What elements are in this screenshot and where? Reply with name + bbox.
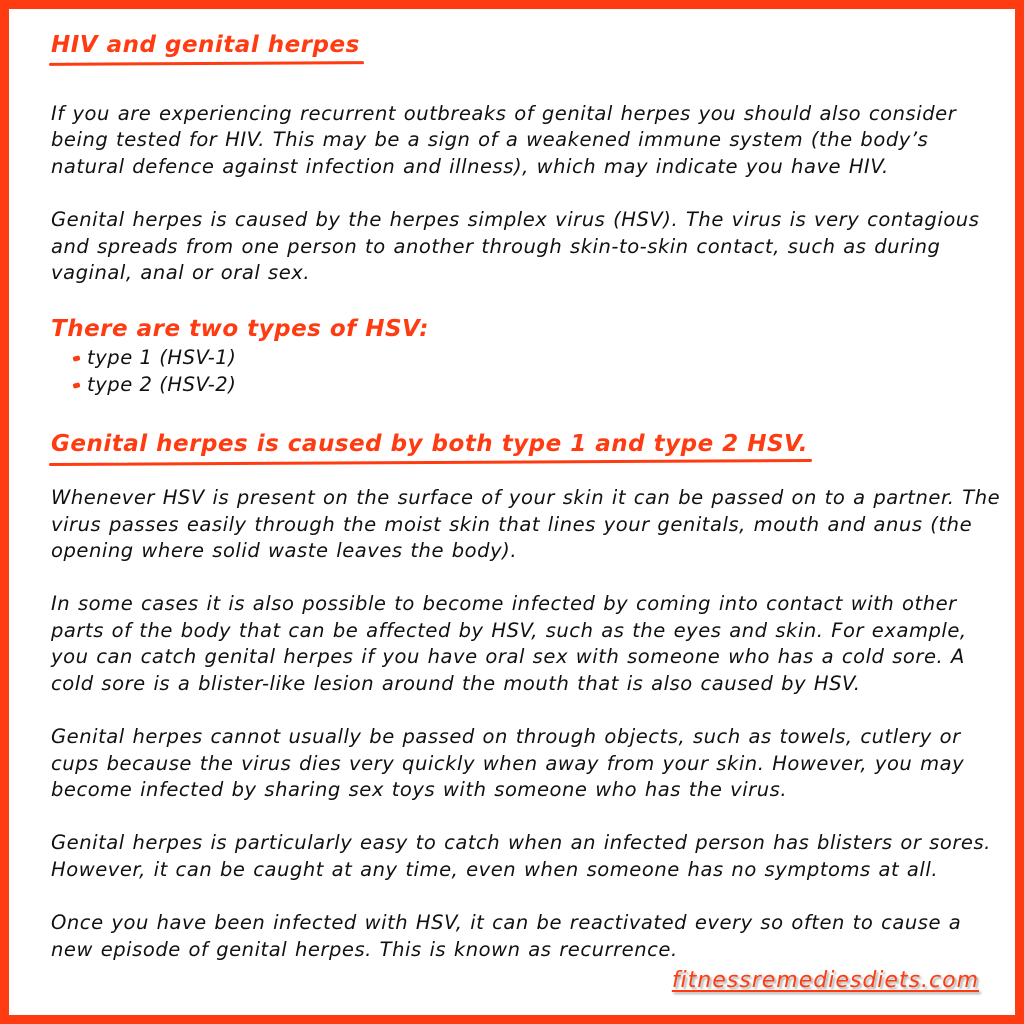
list-item (73, 372, 1001, 398)
bullet-icon (72, 382, 80, 389)
list-item-label: type 1 (HSV-1) (87, 346, 237, 370)
spacer (51, 286, 1001, 313)
types-heading: There are two types of HSV: (51, 316, 429, 343)
spacer (51, 564, 1001, 591)
body-paragraph-1: Whenever HSV is present on the surface of your skin it can be passed on to a partner. The virus passes easily through the moist skin that lines your genitals, mouth and anus (the opening where solid waste leaves the body). (51, 486, 1001, 563)
article-content (51, 29, 1001, 963)
bullet-icon (72, 356, 80, 363)
body-paragraph-2: In some cases it is also possible to become infected by coming into contact with other parts of the body that can be affected by HSV, such as the eyes and skin. For example, you can catch genital herpes if you have oral sex with someone who has a cold sore. A cold sore is a blister-like lesion around the mouth that is also caused by HSV. (51, 592, 967, 695)
spacer (51, 803, 1001, 830)
spacer (51, 180, 1001, 207)
intro-paragraph-1: If you are experiencing recurrent outbreaks of genital herpes you should also consider being tested for HIV. This may be a sign of a weakened immune system (the body’s natural defence against infection and illness), which may indicate you have HIV. (51, 102, 957, 178)
spacer (51, 697, 1001, 724)
body-paragraph-4: Genital herpes is particularly easy to catch when an infected person has blisters or sores. However, it can be caught at any time, even when someone has no symptoms at all. (51, 831, 991, 881)
intro-paragraph-2: Genital herpes is caused by the herpes simplex virus (HSV). The virus is very contagious and spreads from one person to another through skin-to-skin contact, such as during vaginal, anal or oral sex. (51, 208, 980, 285)
spacer (51, 61, 1001, 101)
cause-heading: Genital herpes is caused by both type 1 and type 2 HSV. (51, 428, 808, 460)
body-paragraph-5: Once you have been infected with HSV, it can be reactivated every so often to cause a new episode of genital herpes. This is known as recurrence. (51, 911, 962, 961)
list-item (73, 345, 1001, 371)
spacer (51, 883, 1001, 910)
hsv-type-list (51, 345, 1001, 398)
website-watermark[interactable]: fitnessremediesdiets.com (671, 968, 979, 993)
body-paragraph-3: Genital herpes cannot usually be passed on through objects, such as towels, cutlery or cups because the virus dies very quickly when away from your skin. However, you may become infected by sharing sex toys with someone who has the virus. (51, 725, 965, 801)
spacer (51, 398, 1001, 428)
main-heading: HIV and genital herpes (51, 29, 360, 61)
list-item-label: type 2 (HSV-2) (87, 372, 237, 396)
